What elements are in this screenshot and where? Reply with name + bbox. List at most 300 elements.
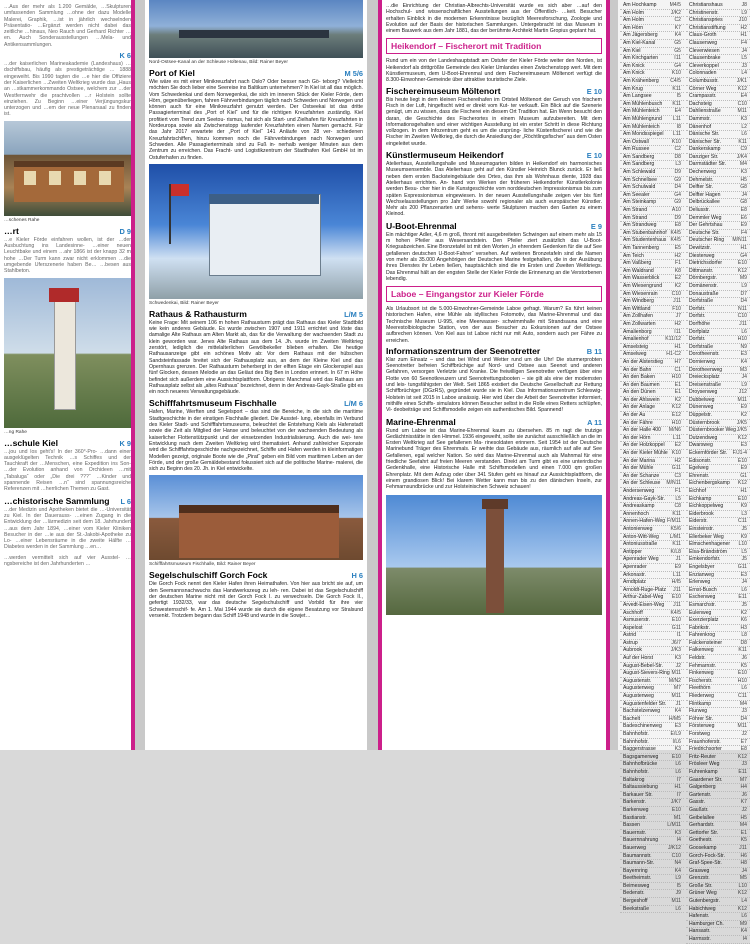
street-grid-code: J2 (675, 662, 681, 669)
street-name: Am Krug (623, 85, 643, 92)
street-name: Bahnhofbrücke (623, 761, 658, 768)
street-name: Große Str. (689, 882, 713, 889)
page-gutter (135, 0, 145, 750)
street-grid-code: E3 (674, 723, 681, 730)
column-left (0, 0, 135, 750)
street-grid-code: E12 (671, 412, 681, 419)
street-name: Cleverwiesen (689, 47, 720, 54)
street-grid-code: K2 (674, 396, 681, 403)
street-grid-code: J6 (741, 791, 747, 798)
street-name: Elmschenhagener (689, 541, 731, 548)
street-index-row (686, 488, 750, 496)
street-grid-code: M11 (737, 396, 747, 403)
street-index-row (620, 154, 684, 162)
street-name: Baumann-Str. (623, 860, 655, 867)
street-index-row (686, 298, 750, 306)
street-grid-code: E9 (674, 563, 681, 570)
street-grid-code: G1 (740, 472, 747, 479)
street-name: Annen-Hafen-Weg (623, 518, 666, 525)
street-grid-code: H8 (740, 860, 747, 867)
street-name: Gorch-Fock-Str. (689, 852, 725, 859)
street-index-row (620, 374, 684, 382)
street-grid-code: M4 (739, 161, 747, 168)
photo-caption: …schenes Rahe (4, 217, 40, 223)
street-index-column-b (686, 2, 750, 944)
street-index-row (620, 610, 684, 618)
street-name: An der Holzkoppel (623, 442, 665, 449)
street-grid-code: L8 (741, 632, 747, 639)
street-index-row (686, 192, 750, 200)
street-name: Falckensteiner (689, 639, 723, 646)
street-index-row (620, 587, 684, 595)
street-index-row (620, 78, 684, 86)
street-name: Am Sandberg (623, 161, 655, 168)
street-index-row (686, 716, 750, 724)
street-name: Am Teich (623, 252, 644, 259)
intro-text: …die Einrichtung der Christian-Albrechts-Universität wurde es sich aber …auf den Hochschul- und wissenschaftlichen Ausstellungen aus der Öffentlich- …keit. Besucher erhalten Einblick in die modernen Erkenntnisse bezüglich Meeresforschung, Zoologie und Evolution auf der Basis der historischen Sammlungen. Untergebracht ist das Museum in einem Bauwerk aus dem Jahr 1881, das der berühmte Architekt Martin Gropius geplant hat. (386, 3, 602, 35)
street-name: Apenrader Weg (623, 556, 659, 563)
street-index-row (620, 807, 684, 815)
street-grid-code: J8 (741, 2, 747, 8)
street-index-row (686, 617, 750, 625)
street-name: Am Kiel (623, 47, 641, 54)
street-index-row (620, 830, 684, 838)
street-grid-code: K3 (674, 655, 681, 662)
street-name: Barkauer Str. (623, 791, 653, 798)
street-index-row (620, 526, 684, 534)
street-index-row (620, 670, 684, 678)
street-grid-code: M1 (673, 814, 681, 821)
street-grid-code: K10 (671, 138, 681, 145)
street-name: Eiderstr. (689, 518, 708, 525)
street-name: Dorfplatz (689, 328, 710, 335)
street-name: Barkenweg (623, 806, 649, 813)
street-grid-code: K11 (738, 647, 747, 654)
street-index-row (620, 32, 684, 40)
street-index-row (620, 420, 684, 428)
section-text: Atelierhaus, Ausstellungshalle und Museumsgarten bilden in Heikendorf ein harmonisches Museumsensemble. Das Atelierhaus geht auf den Künstler Heinrich Blunck zurück. Er ließ neben dem ersten Backsteingebäude des Ortes, das ihm als Wohnhaus diente, 1928 das Atelierhaus errichten. An- hand von Werken der früheren Heikendorfer Künstlerkolonie werden Besu- cher hier in die Kunstgeschichte vom norddeutschen Impressionismus bis zum späten Expressionismus eingewiesen. In der neuen Ausstellungshalle zeigen vier bis fünf Wechselausstellungen pro Jahr Werke sowohl regionaler als auch europäischer Künstler. Mehr als 200 Pflanzenarten und sehens- werte Skulpturen machen den Garten zu einem Kleinod. (386, 161, 602, 218)
street-index-row (686, 367, 750, 375)
street-name: Goethestr. (689, 837, 713, 844)
street-grid-code: K7 (740, 799, 747, 806)
street-grid-code: E6 (740, 214, 747, 221)
street-index-row (620, 427, 684, 435)
street-index-row (620, 367, 684, 375)
street-index-row (620, 465, 684, 473)
street-index-row (686, 25, 750, 33)
street-name: Fleethörn (689, 685, 711, 692)
street-grid-code: M/N11 (666, 480, 681, 487)
street-name: Dahlienstraße (689, 108, 721, 115)
street-grid-code: M7 (673, 685, 681, 692)
street-grid-code: E3 (740, 571, 747, 578)
street-grid-code: E1 (674, 389, 681, 396)
street-index-row (620, 404, 684, 412)
street-index-row (686, 450, 750, 458)
street-index-row (620, 435, 684, 443)
street-name: Clausenweg (689, 39, 718, 46)
street-grid-code: J2 (741, 806, 747, 813)
street-name: Cleverkoppel (689, 62, 719, 69)
street-index-row (620, 761, 684, 769)
street-name: Düsternbrook (689, 419, 720, 426)
street-grid-code: K12 (737, 753, 747, 760)
street-name: Dünenweg (689, 404, 714, 411)
street-name: Fliederweg (689, 693, 714, 700)
section-heading: Marine-Ehrenmal (386, 416, 456, 427)
street-name: Am Schlewald (623, 169, 656, 176)
street-grid-code: J6 (741, 655, 747, 662)
street-grid-code: H1 (674, 343, 681, 350)
page-gutter (367, 0, 378, 750)
street-index-row (686, 283, 750, 291)
street-name: Am Schulwald (623, 184, 656, 191)
street-name: Dorfhöhe (689, 320, 710, 327)
street-index-row (620, 647, 684, 655)
street-index-row (620, 336, 684, 344)
street-grid-code: K8 (674, 267, 681, 274)
street-name: Augustenstr. (623, 677, 652, 684)
street-index-row (686, 382, 750, 390)
street-grid-code: E10 (671, 753, 681, 760)
street-name: Amselweg (623, 351, 647, 358)
street-grid-code: K10 (671, 70, 681, 77)
street-name: Dreiecksplatz (689, 374, 720, 381)
street-index-row (620, 496, 684, 504)
street-index-row (686, 146, 750, 154)
street-grid-code: I4 (676, 837, 681, 844)
street-name: Astrup (623, 639, 638, 646)
street-index-row (620, 701, 684, 709)
street-name: Baltakrog (623, 776, 645, 783)
street-grid-code: L4 (741, 70, 747, 77)
street-index-row (686, 853, 750, 861)
street-grid-code: K11 (672, 85, 681, 92)
col1-title: …rt (4, 225, 19, 236)
street-index-row (686, 199, 750, 207)
street-name: Gaußstr. (689, 806, 709, 813)
street-index-row (686, 17, 750, 25)
street-grid-code: E9 (740, 465, 747, 472)
street-name: Frösleer Weg (689, 761, 720, 768)
street-index-row (620, 161, 684, 169)
street-name: Beetheimstr. (623, 875, 652, 882)
street-name: Fritz-Reuter (689, 753, 716, 760)
street-name: Arndtplatz (623, 579, 646, 586)
street-grid-code: L9 (675, 875, 681, 882)
section-text: Klar zum Einsatz – und das bei Wind und Wetter rund um die Uhr! Die sturmerprobten Seenotretter befreien Schiffbrüchige auf Nord- und Ostsee aus Seenot und anderen Gefahren, versorgen Verletzte und Kranke. Die freiwilligen Seenotretter verfügen über eine Flotte von 60 Seenotkreuzern und Seenotrettungsbooten – sie gilt als eine der modernsten und leis- tungsfähigsten der Welt. Seit 1865 existiert die Deutsche Gesellschaft zur Rettung Schiffbrüchiger (DGzRS), gegründet wurde sie in Kiel. Das Informationszentrum Schleswig-Holstein ist seit 2015 in Laboe ansässig. Hier wird über die Arbeit der Seenotretter informiert, mithilfe eines Schiffs- simulators können Besucher selbst in die Rolle eines Retters schlüpfen, Vi- deobeiträge und Schiffsmodelle zeigen ein authentisches Bild. Spannend! (386, 356, 602, 414)
street-index-row (620, 55, 684, 63)
street-grid-code: D9 (674, 214, 681, 221)
street-name: Eichkoppelweg (689, 503, 724, 510)
street-grid-code: J11 (673, 601, 681, 608)
street-index-row (686, 602, 750, 610)
street-grid-code: L/M11 (667, 822, 681, 829)
street-index-row (620, 837, 684, 845)
street-name: Dietrichsdorfer (689, 260, 723, 267)
street-index-row (686, 40, 750, 48)
street-index-row (620, 579, 684, 587)
street-index-row (686, 275, 750, 283)
street-name: Donaustraße (689, 290, 719, 297)
street-index-row (686, 177, 750, 185)
street-index-row (686, 845, 750, 853)
street-name: Am Knick (623, 70, 645, 77)
street-grid-code: K6 (740, 617, 747, 624)
street-grid-code: K/L8 (670, 548, 681, 555)
street-index-row (620, 723, 684, 731)
street-grid-code: A10 (671, 207, 681, 214)
street-grid-code: L6 (741, 685, 747, 692)
street-grid-code: J1 (675, 556, 681, 563)
street-name: Försterweg (689, 723, 715, 730)
street-grid-code: L2 (741, 123, 747, 130)
street-name: Dorotheenweg (689, 366, 723, 373)
street-name: Dornierweg (689, 358, 716, 365)
street-grid-code: J/K7 (670, 799, 681, 806)
street-index-row (686, 769, 750, 777)
street-name: Düsternbrooker Weg (689, 427, 736, 434)
street-name: Eschenweg (689, 594, 716, 601)
street-index-row (620, 868, 684, 876)
street-index-row (620, 655, 684, 663)
street-index-row (620, 253, 684, 261)
street-name: Dewitzstr. (689, 245, 712, 251)
street-name: Am Holm (623, 17, 644, 24)
planetarium-photo (4, 278, 131, 428)
section-heading: Fischereimuseum Möltenort (386, 85, 501, 96)
street-name: Am Mühlengrund (623, 115, 662, 122)
street-grid-code: J/K2 (670, 9, 681, 16)
street-grid-code: E3 (740, 442, 747, 449)
street-grid-code: M9 (739, 920, 747, 927)
street-grid-code: J12 (738, 389, 747, 396)
street-grid-code: J4 (741, 191, 747, 198)
street-grid-code: H1 (740, 32, 747, 39)
street-index-row (620, 663, 684, 671)
street-index-row (686, 746, 750, 754)
street-grid-code: E8 (740, 746, 747, 753)
street-index-row (620, 488, 684, 496)
street-name: An der Kieler Mühle (623, 450, 668, 457)
section-text: Die Gorch Fock nennt den Kieler Hafen ihren Heimathafen. Von hier aus bricht sie auf, um den Seemannsnachwuchs das Handwerkszeug zu leh- ren. Dabei ist das Segelschulschiff der deutschen Marine nicht mit der Gorch Fock I. zu verwechseln. Die Gorch Fock II., gefertigt 1932/33, war das deutsche Segelschulschiff und Vorbild für ihre vier Schwesternschif- fe. Am 1. Mai 1944 wurde sie durch die eigene Besatzung vor Stralsund versenkt. Trotzdem begann das Schiff 1948 und wurde in die Sowjet… (149, 581, 363, 619)
street-name: Eichkamp (689, 495, 712, 502)
street-grid-code: H1 (674, 784, 681, 791)
street-index-row (686, 594, 750, 602)
street-index-row (620, 199, 684, 207)
street-index-row (686, 564, 750, 572)
street-index-row (686, 473, 750, 481)
street-name: Christianshaus (689, 2, 723, 8)
map-code: E 10 (586, 151, 602, 161)
street-name: An der Schleuse (623, 480, 661, 487)
street-name: Flurweg (689, 708, 708, 715)
street-grid-code: D4 (674, 184, 681, 191)
street-grid-code: H10 (671, 374, 681, 381)
street-grid-code: K12 (737, 85, 747, 92)
street-index-row (686, 792, 750, 800)
street-index-row (620, 480, 684, 488)
street-name: Dreisenstraße (689, 381, 721, 388)
street-name: Am Schnellsee (623, 176, 657, 183)
street-index-row (620, 86, 684, 94)
street-grid-code: L10 (738, 882, 747, 889)
street-index-row (686, 822, 750, 830)
street-index-row (686, 336, 750, 344)
street-index-row (686, 579, 750, 587)
street-grid-code: C4/5 (670, 77, 681, 84)
street-name: Am Hörn (623, 24, 644, 31)
street-name: Eichenbergskamp (689, 480, 730, 487)
street-name: Einsteinstr. (689, 525, 714, 532)
street-grid-code: E4 (674, 108, 681, 115)
street-index-row (686, 936, 750, 944)
street-grid-code: H7 (674, 358, 681, 365)
street-index-row (686, 625, 750, 633)
street-name: Columbusstr. (689, 77, 719, 84)
street-grid-code: K12 (737, 890, 747, 897)
street-index-row (686, 685, 750, 693)
street-grid-code: I/L6 (672, 738, 681, 745)
street-grid-code: K11 (672, 510, 681, 517)
street-index-row (620, 48, 684, 56)
street-grid-code: J/K1 (736, 77, 747, 84)
street-index-row (620, 511, 684, 519)
street-name: Grasweg (689, 867, 710, 874)
street-name: Egelweg (689, 465, 709, 472)
street-index-row (686, 108, 750, 116)
street-grid-code: E10 (737, 670, 747, 677)
street-name: An der Anlage (623, 404, 656, 411)
street-index-row (620, 450, 684, 458)
street-index-row (620, 237, 684, 245)
street-grid-code: E4 (740, 93, 747, 100)
street-index-row (620, 541, 684, 549)
street-index-row (686, 556, 750, 564)
section-text: Bis heute liegt in dem kleinen Fischereihafen im Ortsteil Möltenort der Geruch von frischem Fisch in der Luft, hingefischt wird er direkt vom Kut- ter verkauft. Ein Blick auf die Szenerie genügt, um zu wissen, dass die Fischerei ein diesem Ort Tradition hat. Ein Wenn besucht den daran, die Geschichte des Fischerortes in einem Museum aufzubereiten. Mit dem Informationsgehalten und einer wichtigen Ausstellung ist ein erster Schritt in diese Richtung vollzogen. In dem Infozentrum geht es um die ursprüng- liche Küstenfischerei und wie die Fischer im Zweiten Weltkrieg, die durch die Ansiedlung der „Röchtlingsfischer“ aus dem Osten eingeleitet wurde. (386, 96, 602, 147)
street-index-row (620, 389, 684, 397)
street-index-row (686, 412, 750, 420)
street-index-row (620, 207, 684, 215)
street-grid-code: E3 (740, 351, 747, 358)
street-index-row (686, 161, 750, 169)
street-grid-code: F/M11 (666, 518, 681, 525)
street-name: Am Steinkamp (623, 199, 657, 206)
street-index-row (686, 784, 750, 792)
street-grid-code: J3 (741, 708, 747, 715)
street-index-row (620, 754, 684, 762)
street-index-row (686, 928, 750, 936)
street-index-row (620, 693, 684, 701)
street-name: Eulenweg (689, 609, 712, 616)
street-index-row (620, 822, 684, 830)
street-name: Galgenberg (689, 784, 716, 791)
street-grid-code: J11 (739, 320, 747, 327)
street-index-row (686, 830, 750, 838)
street-name: Am Langsee (623, 93, 652, 100)
street-index-row (620, 678, 684, 686)
street-index-row (686, 374, 750, 382)
street-grid-code: J/K5 (736, 419, 747, 426)
street-name: Dehmelstr. (689, 176, 714, 183)
street-grid-code: K10 (671, 450, 681, 457)
photo-caption: Schwedenkai, Bild: Rainer Beyer (149, 300, 219, 306)
section-heading: Künstlermuseum Heikendorf (386, 150, 504, 161)
street-grid-code: J/K3 (670, 647, 681, 654)
map-code: L 6 (120, 496, 131, 506)
street-grid-code: L11 (672, 571, 681, 578)
street-grid-code: E1 (740, 829, 747, 836)
street-grid-code: C11 (738, 518, 747, 525)
street-name: Goosekamp (689, 844, 717, 851)
street-grid-code: C10 (737, 100, 747, 107)
street-index-row (620, 108, 684, 116)
street-index-row (620, 442, 684, 450)
street-grid-code: K7 (674, 24, 681, 31)
street-name: Am Vaßberg (623, 260, 652, 267)
street-name: Crampasstr. (689, 93, 717, 100)
street-grid-code: L5 (741, 55, 747, 62)
street-grid-code: J11 (673, 586, 681, 593)
street-name: Am Mühlenbusch (623, 100, 663, 107)
section-heading: Segelschulschiff Gorch Fock (149, 570, 268, 581)
street-grid-code: E10 (737, 457, 747, 464)
street-name: Bauernnahrung (623, 837, 659, 844)
street-name: Amalienborg (623, 328, 652, 335)
map-code: B 11 (586, 346, 602, 356)
street-index-row (686, 549, 750, 557)
street-grid-code: M4/5 (669, 2, 681, 8)
street-name: Claus-Groth (689, 32, 717, 39)
street-index-row (620, 685, 684, 693)
street-index-row (686, 731, 750, 739)
street-grid-code: I5 (676, 882, 681, 889)
street-grid-code: E10 (671, 806, 681, 813)
street-grid-code: K12 (737, 480, 747, 487)
street-name: Dorfstr. (689, 336, 706, 343)
street-grid-code: G4 (674, 62, 681, 69)
street-grid-code: H10 (737, 677, 747, 684)
street-name: Augustenweg (623, 693, 654, 700)
street-grid-code: H3 (740, 624, 747, 631)
street-grid-code: K3 (674, 746, 681, 753)
street-grid-code: D4 (740, 298, 747, 305)
street-name: Am Tannenberg (623, 245, 659, 251)
street-name: Christianstiftung (689, 24, 726, 31)
street-grid-code: J5 (741, 601, 747, 608)
street-name: Am Strand (623, 214, 648, 221)
street-index-row (620, 70, 684, 78)
street-grid-code: M11 (671, 693, 681, 700)
street-index-row (620, 594, 684, 602)
street-grid-code: J3 (741, 761, 747, 768)
street-index-row (686, 389, 750, 397)
street-index-row (686, 739, 750, 747)
street-name: Gasstr. (689, 799, 706, 806)
street-grid-code: E10 (671, 594, 681, 601)
street-index-row (686, 344, 750, 352)
street-name: Deliusstr. (689, 207, 710, 214)
street-index-row (620, 731, 684, 739)
street-index-row (686, 526, 750, 534)
street-index-row (686, 913, 750, 921)
street-index-row (686, 32, 750, 40)
street-grid-code: L4 (741, 898, 747, 905)
street-grid-code: E7 (740, 738, 747, 745)
street-name: Bachstelzenweg (623, 708, 661, 715)
street-name: Engelsbyer (689, 563, 715, 570)
street-index-row (686, 587, 750, 595)
